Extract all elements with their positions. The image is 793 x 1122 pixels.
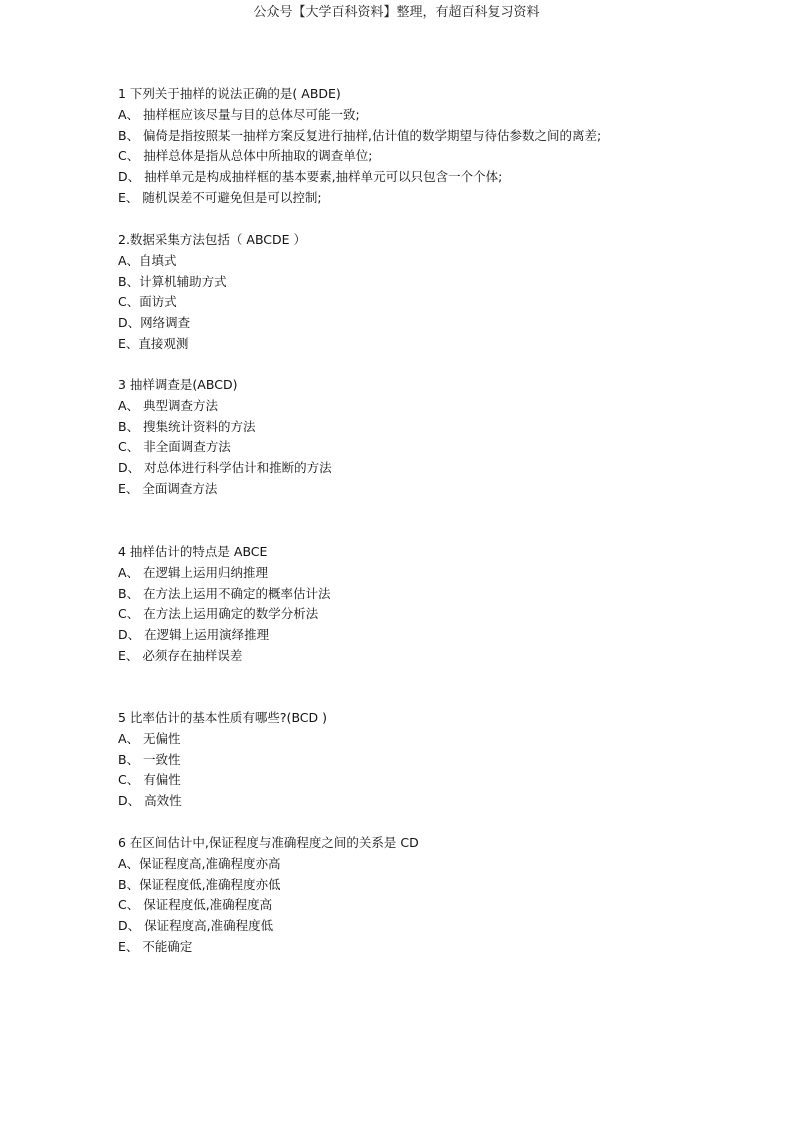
option-c: C、 有偏性 (118, 772, 181, 788)
question-title: 5 比率估计的基本性质有哪些?(BCD ) (118, 710, 327, 725)
question-title: 6 在区间估计中,保证程度与准确程度之间的关系是 CD (118, 835, 419, 850)
option-a: A、 典型调查方法 (118, 397, 219, 413)
question-6 (118, 833, 738, 958)
option-e: E、 不能确定 (118, 938, 193, 954)
option-e: E、直接观测 (118, 335, 189, 351)
option-c: C、 保证程度低,准确程度高 (118, 897, 273, 913)
question-3 (118, 375, 738, 500)
option-b: B、 搜集统计资料的方法 (118, 418, 256, 434)
option-a: A、 无偏性 (118, 730, 181, 746)
question-1 (118, 84, 738, 209)
option-e: E、 必须存在抽样误差 (118, 647, 243, 663)
option-a: A、 在逻辑上运用归纳推理 (118, 564, 269, 580)
option-b: B、计算机辅助方式 (118, 273, 227, 289)
question-4 (118, 542, 738, 667)
option-b: B、 偏倚是指按照某一抽样方案反复进行抽样,估计值的数学期望与待估参数之间的离差; (118, 127, 602, 143)
option-c: C、 在方法上运用确定的数学分析法 (118, 606, 319, 622)
option-d: D、 保证程度高,准确程度低 (118, 918, 274, 934)
option-d: D、 抽样单元是构成抽样框的基本要素,抽样单元可以只包含一个个体; (118, 169, 503, 185)
question-title: 1 下列关于抽样的说法正确的是( ABDE) (118, 86, 341, 101)
option-c: C、 抽样总体是指从总体中所抽取的调查单位; (118, 148, 373, 164)
question-5 (118, 708, 738, 812)
question-title: 2.数据采集方法包括（ ABCDE ） (118, 232, 307, 247)
option-a: A、保证程度高,准确程度亦高 (118, 855, 281, 871)
option-d: D、 高效性 (118, 793, 182, 809)
option-b: B、保证程度低,准确程度亦低 (118, 876, 281, 892)
option-e: E、 全面调查方法 (118, 480, 218, 496)
question-title: 3 抽样调查是(ABCD) (118, 377, 238, 392)
option-d: D、 在逻辑上运用演绎推理 (118, 627, 270, 643)
question-title: 4 抽样估计的特点是 ABCE (118, 544, 268, 559)
option-d: D、网络调查 (118, 315, 191, 331)
option-e: E、 随机误差不可避免但是可以控制; (118, 189, 322, 205)
option-d: D、 对总体进行科学估计和推断的方法 (118, 460, 332, 476)
page-header: 公众号【大学百科资料】整理，有超百科复习资料 (253, 5, 540, 20)
option-b: B、 在方法上运用不确定的概率估计法 (118, 585, 331, 601)
option-a: A、 抽样框应该尽量与目的总体尽可能一致; (118, 106, 360, 122)
option-a: A、自填式 (118, 252, 177, 268)
question-2 (118, 230, 738, 355)
option-c: C、面访式 (118, 294, 177, 310)
option-c: C、 非全面调查方法 (118, 439, 231, 455)
option-b: B、 一致性 (118, 751, 181, 767)
